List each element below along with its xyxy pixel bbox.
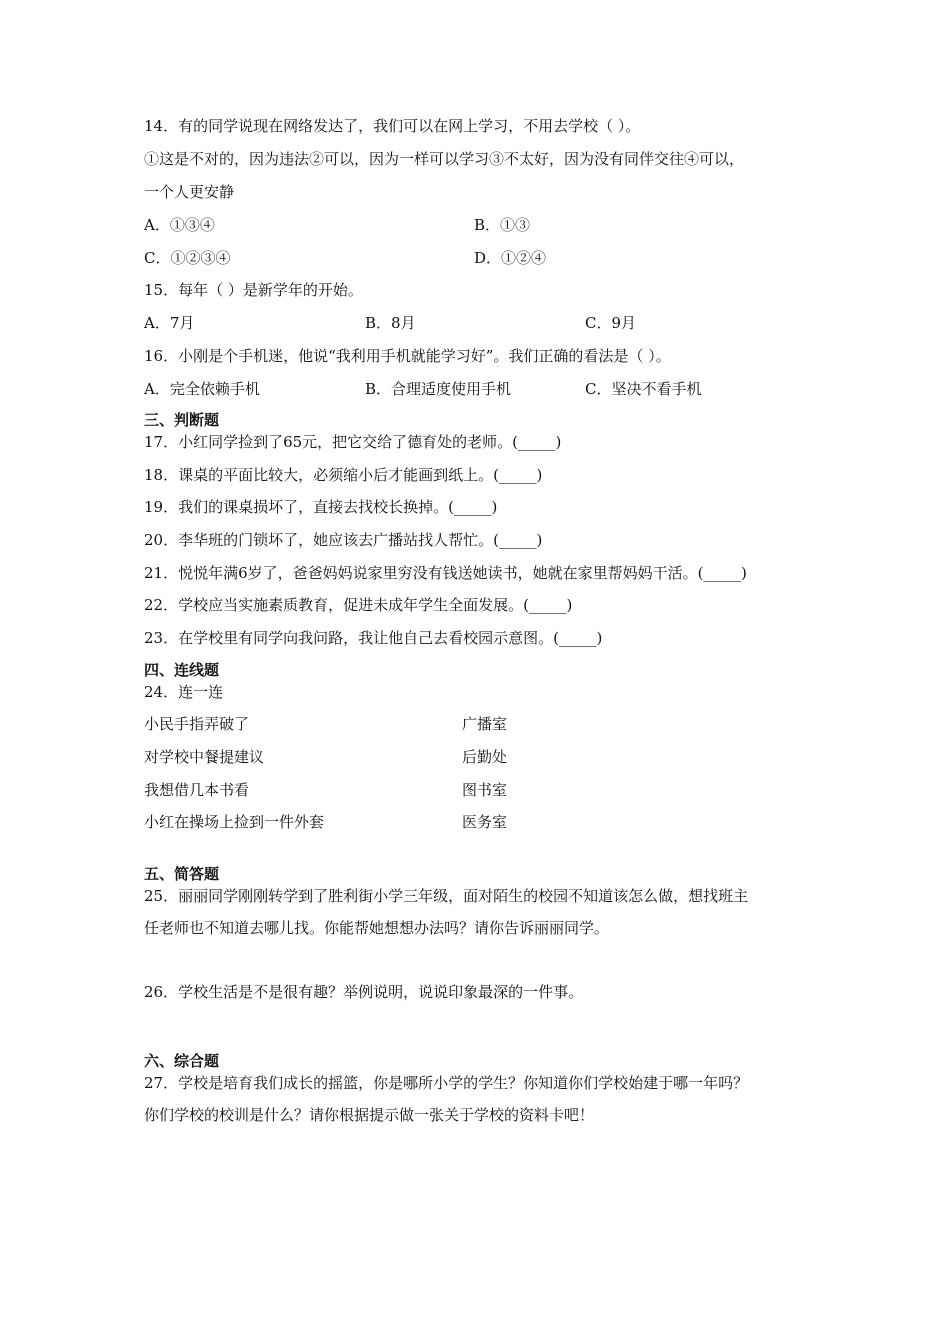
section-heading-comprehensive: 六、综合题: [144, 1052, 220, 1070]
q25-line2: 任老师也不知道去哪儿找。你能帮她想想办法吗？请你告诉丽丽同学。: [144, 919, 610, 937]
q26-stem: 26．学校生活是不是很有趣？举例说明，说说印象最深的一件事。: [144, 983, 584, 1001]
match-right-item: 图书室: [462, 781, 508, 799]
judge-item-22: 22．学校应当实施素质教育，促进未成年学生全面发展。(_____): [144, 596, 573, 614]
q14-stem: 14．有的同学说现在网络发达了，我们可以在网上学习，不用去学校（ ）。: [144, 117, 641, 135]
q15-stem: 15．每年（ ）是新学年的开始。: [144, 281, 363, 299]
q14-choice-c: C．①②③④: [144, 249, 231, 267]
match-right-item: 医务室: [462, 813, 508, 831]
q27-line2: 你们学校的校训是什么？请你根据提示做一张关于学校的资料卡吧！: [144, 1106, 595, 1124]
judge-item-23: 23．在学校里有同学向我问路，我让他自己去看校园示意图。(_____): [144, 629, 603, 647]
match-right-item: 后勤处: [462, 748, 508, 766]
q14-choice-b: B．①③: [474, 216, 531, 234]
q15-choice-c: C．9月: [585, 314, 637, 332]
judge-item-20: 20．李华班的门锁坏了，她应该去广播站找人帮忙。(_____): [144, 531, 543, 549]
q27-line1: 27．学校是培育我们成长的摇篮，你是哪所小学的学生？你知道你们学校始建于哪一年吗？: [144, 1074, 749, 1092]
q14-choice-a: A．①③④: [144, 216, 215, 234]
judge-item-19: 19．我们的课桌损坏了，直接去找校长换掉。(_____): [144, 498, 498, 516]
q15-choice-b: B．8月: [365, 314, 416, 332]
judge-item-17: 17．小红同学捡到了65元，把它交给了德育处的老师。(_____): [144, 433, 562, 451]
q14-options-line2: 一个人更安静: [144, 183, 235, 201]
q16-choice-c: C．坚决不看手机: [585, 380, 702, 398]
q16-choice-b: B．合理适度使用手机: [365, 380, 512, 398]
q16-stem: 16．小刚是个手机迷，他说“我利用手机就能学习好”。我们正确的看法是（ ）。: [144, 347, 671, 365]
match-left-item: 我想借几本书看: [144, 781, 250, 799]
q16-choice-a: A．完全依赖手机: [144, 380, 260, 398]
section-heading-short-answer: 五、简答题: [144, 865, 220, 883]
judge-item-21: 21．悦悦年满6岁了，爸爸妈妈说家里穷没有钱送她读书，她就在家里帮妈妈干活。(_____): [144, 564, 747, 582]
q14-options-line1: ①这是不对的，因为违法②可以，因为一样可以学习③不太好，因为没有同伴交往④可以，: [144, 150, 745, 168]
q15-choice-a: A．7月: [144, 314, 195, 332]
match-right-item: 广播室: [462, 715, 508, 733]
match-left-item: 对学校中餐提建议: [144, 748, 265, 766]
q14-choice-d: D．①②④: [474, 249, 547, 267]
match-left-item: 小红在操场上捡到一件外套: [144, 813, 325, 831]
q24-stem: 24．连一连: [144, 683, 224, 701]
section-heading-matching: 四、连线题: [144, 661, 220, 679]
match-left-item: 小民手指弄破了: [144, 715, 250, 733]
section-heading-judgement: 三、判断题: [144, 411, 220, 429]
judge-item-18: 18．课桌的平面比较大，必须缩小后才能画到纸上。(_____): [144, 466, 543, 484]
q25-line1: 25．丽丽同学刚刚转学到了胜利街小学三年级，面对陌生的校园不知道该怎么做，想找班主: [144, 887, 749, 905]
